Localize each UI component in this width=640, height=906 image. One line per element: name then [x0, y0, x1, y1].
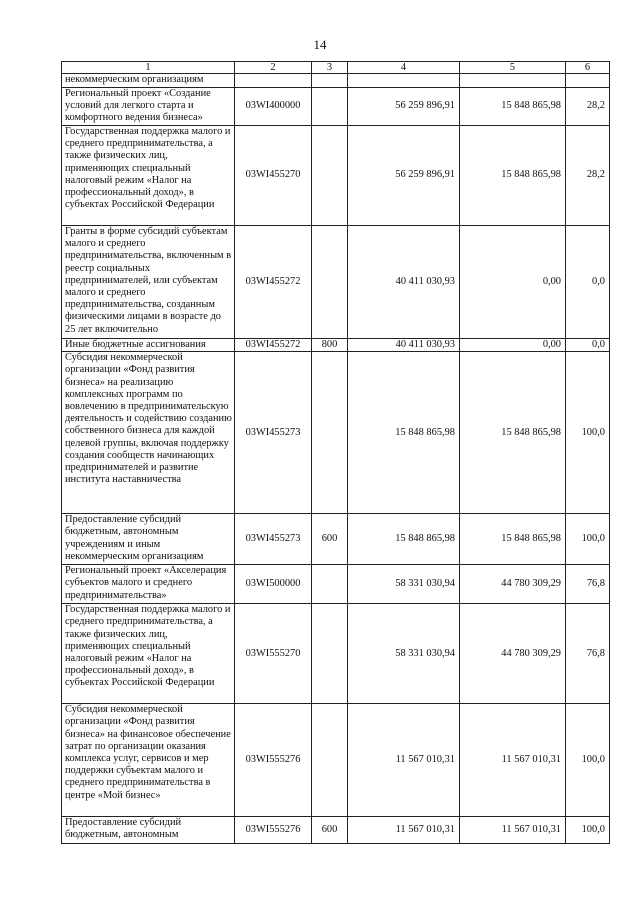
table-row: [62, 817, 610, 844]
row-vr: [312, 74, 348, 88]
row-vr: [312, 226, 348, 339]
row-plan: [348, 74, 460, 88]
row-vr: 600: [312, 514, 348, 565]
row-vr: [312, 88, 348, 126]
row-vr: [312, 604, 348, 704]
row-plan: 58 331 030,94: [348, 604, 460, 704]
row-code: 03WI555276: [235, 704, 312, 817]
row-pct: 100,0: [566, 817, 610, 844]
budget-table: [61, 61, 610, 844]
row-name: Гранты в форме субсидий субъектам малого и среднего предпринимательства, включенным в реестр социальных предпринимателей, или субъектам малого и среднего предпринимательства, созданным физическими лицами в возрасте до 25 лет включительно: [62, 226, 235, 339]
header-col-2: 2: [235, 62, 312, 74]
row-name: Предоставление субсидий бюджетным, автономным учреждениям и иным некоммерческим организациям: [62, 514, 235, 565]
header-col-3: 3: [312, 62, 348, 74]
row-code: 03WI455273: [235, 514, 312, 565]
header-col-5: 5: [460, 62, 566, 74]
row-plan: 40 411 030,93: [348, 339, 460, 352]
row-name: Субсидия некоммерческой организации «Фонд развития бизнеса» на финансовое обеспечение затрат по организации оказания комплекса услуг, сервисов и мер поддержки субъектам малого и среднего предпринимательства в центре «Мой бизнес»: [62, 704, 235, 817]
table-row: [62, 704, 610, 817]
table-row: [62, 74, 610, 88]
row-name: Иные бюджетные ассигнования: [62, 339, 235, 352]
row-vr: 600: [312, 817, 348, 844]
row-vr: [312, 352, 348, 514]
row-pct: [566, 74, 610, 88]
header-col-4: 4: [348, 62, 460, 74]
row-fact: 44 780 309,29: [460, 604, 566, 704]
row-code: [235, 74, 312, 88]
table-row: [62, 88, 610, 126]
row-code: 03WI500000: [235, 565, 312, 604]
row-code: 03WI455270: [235, 126, 312, 226]
table-row: [62, 604, 610, 704]
row-code: 03WI455272: [235, 339, 312, 352]
row-fact: 0,00: [460, 226, 566, 339]
row-code: 03WI555276: [235, 817, 312, 844]
row-name: Региональный проект «Акселерация субъектов малого и среднего предпринимательства»: [62, 565, 235, 604]
row-pct: 100,0: [566, 514, 610, 565]
row-fact: 15 848 865,98: [460, 514, 566, 565]
row-fact: [460, 74, 566, 88]
row-pct: 28,2: [566, 126, 610, 226]
row-code: 03WI455272: [235, 226, 312, 339]
row-vr: [312, 126, 348, 226]
row-pct: 28,2: [566, 88, 610, 126]
row-plan: 56 259 896,91: [348, 88, 460, 126]
page-number: 14: [313, 37, 327, 52]
row-plan: 15 848 865,98: [348, 352, 460, 514]
row-plan: 40 411 030,93: [348, 226, 460, 339]
header-col-6: 6: [566, 62, 610, 74]
row-plan: 58 331 030,94: [348, 565, 460, 604]
row-name: Региональный проект «Создание условий для легкого старта и комфортного ведения бизнеса»: [62, 88, 235, 126]
row-fact: 44 780 309,29: [460, 565, 566, 604]
row-name: Субсидия некоммерческой организации «Фонд развития бизнеса» на реализацию комплексных программ по вовлечению в предпринимательскую деятельность и содействию созданию собственного бизнеса для каждой целевой группы, включая поддержку создания сообществ начинающих предпринимателей и развитие института наставничества: [62, 352, 235, 514]
row-pct: 76,8: [566, 604, 610, 704]
row-plan: 15 848 865,98: [348, 514, 460, 565]
row-name: Предоставление субсидий бюджетным, автономным: [62, 817, 235, 844]
table-row: [62, 352, 610, 514]
row-vr: [312, 565, 348, 604]
header-row: [62, 62, 610, 74]
row-pct: 76,8: [566, 565, 610, 604]
row-fact: 0,00: [460, 339, 566, 352]
row-fact: 15 848 865,98: [460, 126, 566, 226]
row-vr: 800: [312, 339, 348, 352]
row-plan: 56 259 896,91: [348, 126, 460, 226]
row-name: Государственная поддержка малого и среднего предпринимательства, а также физических лиц, применяющих специальный налоговый режим «Налог на профессиональный доход», в субъектах Российской Федерации: [62, 604, 235, 704]
table-row: [62, 514, 610, 565]
row-vr: [312, 704, 348, 817]
row-fact: 15 848 865,98: [460, 352, 566, 514]
row-name: Государственная поддержка малого и среднего предпринимательства, а также физических лиц, применяющих специальный налоговый режим «Налог на профессиональный доход», в субъектах Российской Федерации: [62, 126, 235, 226]
row-pct: 100,0: [566, 352, 610, 514]
row-pct: 0,0: [566, 339, 610, 352]
row-fact: 15 848 865,98: [460, 88, 566, 126]
row-code: 03WI455273: [235, 352, 312, 514]
table-row: [62, 339, 610, 352]
row-plan: 11 567 010,31: [348, 817, 460, 844]
row-pct: 100,0: [566, 704, 610, 817]
row-pct: 0,0: [566, 226, 610, 339]
row-fact: 11 567 010,31: [460, 817, 566, 844]
row-fact: 11 567 010,31: [460, 704, 566, 817]
row-code: 03WI400000: [235, 88, 312, 126]
row-code: 03WI555270: [235, 604, 312, 704]
header-col-1: 1: [62, 62, 235, 74]
table-row: [62, 565, 610, 604]
row-name: некоммерческим организациям: [62, 74, 235, 88]
table-row: [62, 226, 610, 339]
table-row: [62, 126, 610, 226]
row-plan: 11 567 010,31: [348, 704, 460, 817]
